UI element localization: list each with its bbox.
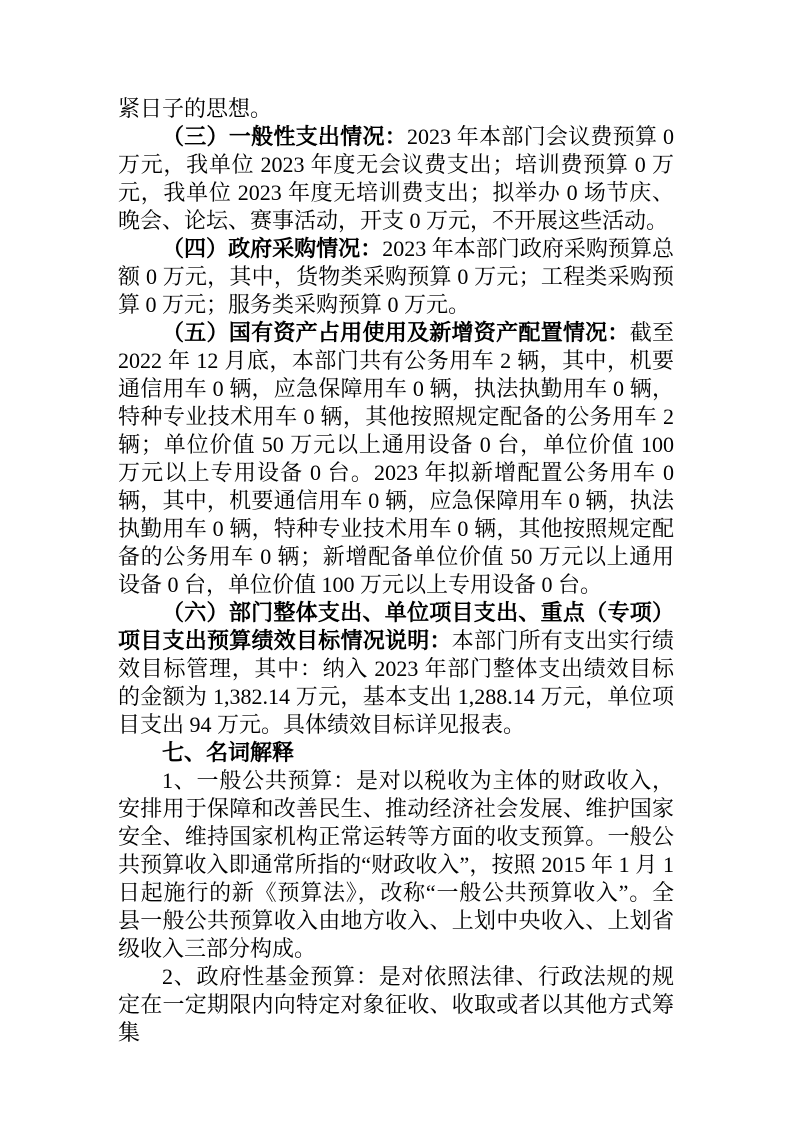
paragraph xyxy=(118,767,674,963)
paragraph xyxy=(118,95,674,123)
heading-run: （五）国有资产占用使用及新增资产配置情况： xyxy=(162,320,630,345)
paragraph xyxy=(118,235,674,319)
document-body xyxy=(118,95,674,1047)
heading-run: （四）政府采购情况： xyxy=(162,236,383,261)
paragraph xyxy=(118,123,674,235)
text-run: 本部门所有支出实行绩效目标管理，其中：纳入 2023 年部门整体支出绩效目标的金额为 1,382.14 万元，基本支出 1,288.14 万元，单位项目支出 94 万元。具体绩效目标详见报表。 xyxy=(118,628,674,737)
paragraph xyxy=(118,319,674,599)
text-run: 1、一般公共预算：是对以税收为主体的财政收入，安排用于保障和改善民生、推动经济社会发展、维护国家安全、维持国家机构正常运转等方面的收支预算。一般公共预算收入即通常所指的“财政收入”，按照 2015 年 1 月 1 日起施行的新《预算法》，改称“一般公共预算收入”。全县一般公共预算收入由地方收入、上划中央收入、上划省级收入三部分构成。 xyxy=(118,768,674,961)
heading-run: （六）部门整体支出、单位项目支出、重点（专项）项目支出预算绩效目标情况说明： xyxy=(118,600,674,653)
text-run: 2023 年本部门政府采购预算总额 0 万元，其中，货物类采购预算 0 万元；工程类采购预算 0 万元；服务类采购预算 0 万元。 xyxy=(118,236,674,317)
text-run: 2023 年本部门会议费预算 0 万元，我单位 2023 年度无会议费支出；培训费预算 0 万元，我单位 2023 年度无培训费支出；拟举办 0 场节庆、晚会、论坛、赛事活动，开支 0 万元，不开展这些活动。 xyxy=(118,124,674,233)
paragraph xyxy=(118,739,674,767)
paragraph xyxy=(118,963,674,1047)
paragraph xyxy=(118,599,674,739)
heading-run: 七、名词解释 xyxy=(162,740,295,765)
text-run: 2、政府性基金预算：是对依照法律、行政法规的规定在一定期限内向特定对象征收、收取或者以其他方式筹集 xyxy=(118,964,674,1045)
heading-run: （三）一般性支出情况： xyxy=(162,124,407,149)
text-run: 截至 2022 年 12 月底，本部门共有公务用车 2 辆，其中，机要通信用车 0 辆，应急保障用车 0 辆，执法执勤用车 0 辆，特种专业技术用车 0 辆，其他按照规定配备的公务用车 2 辆；单位价值 50 万元以上通用设备 0 台，单位价值 100 万元以上专用设备 0 台。2023 年拟新增配置公务用车 0 辆，其中，机要通信用车 0 辆，应急保障用车 0 辆，执法执勤用车 0 辆，特种专业技术用车 0 辆，其他按照规定配备的公务用车 0 辆；新增配备单位价值 50 万元以上通用设备 0 台，单位价值 100 万元以上专用设备 0 台。 xyxy=(118,320,674,597)
text-run: 紧日子的思想。 xyxy=(118,96,273,121)
